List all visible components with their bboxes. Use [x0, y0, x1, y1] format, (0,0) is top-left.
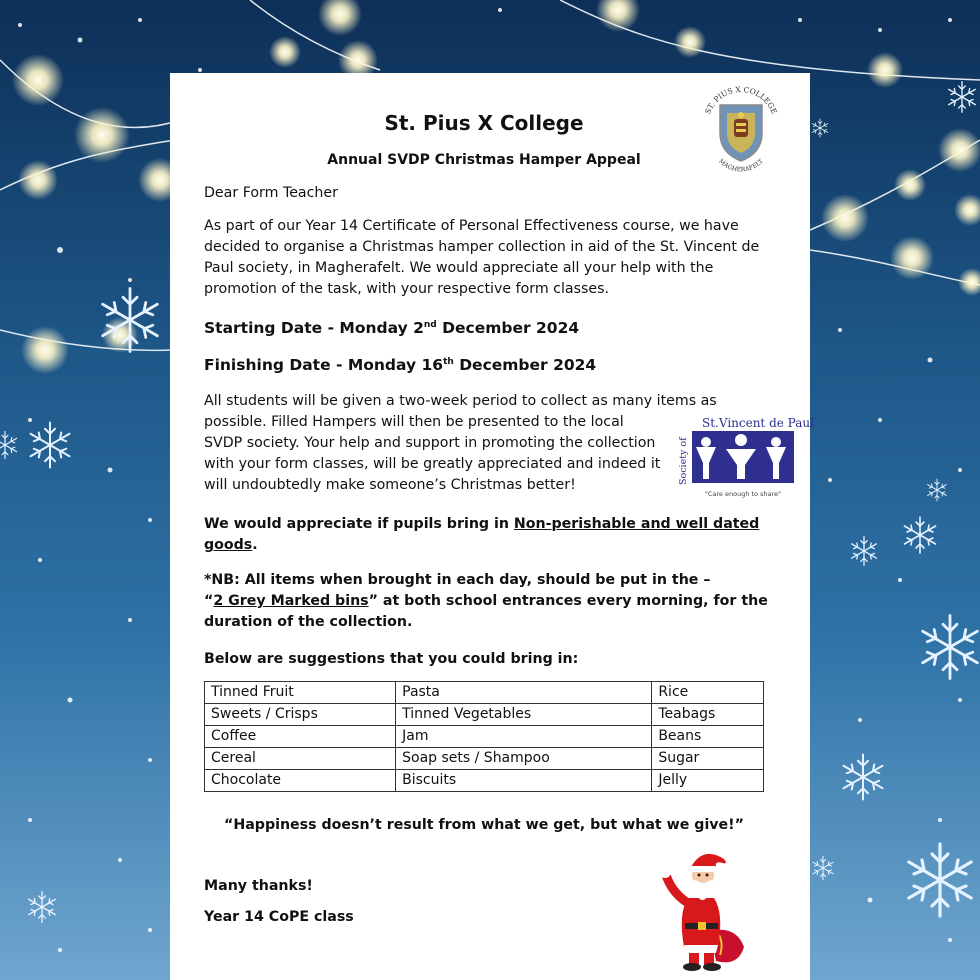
- table-cell: Sweets / Crisps: [205, 704, 396, 726]
- intro-line: Paul society, in Magherafelt. We would appreciate all your help with the: [204, 260, 714, 276]
- table-cell: Tinned Vegetables: [396, 704, 652, 726]
- table-row: [205, 770, 764, 792]
- period-line: with your form classes, will be greatly appreciated and indeed it: [204, 456, 661, 472]
- santa-icon: [658, 843, 750, 973]
- table-cell: Chocolate: [205, 770, 396, 792]
- period-line: SVDP society. Your help and support in promoting the collection: [204, 435, 656, 451]
- intro-paragraph: [204, 216, 759, 300]
- appreciate-note: We would appreciate if pupils bring in Non-perishable and well dated goods.: [204, 516, 760, 553]
- nb-note: *NB: All items when brought in each day, should be put in the – “2 Grey Marked bins” at both school entrances every morning, for the duration of the collection.: [204, 572, 768, 630]
- crest-top-text: ST. PIUS X COLLEGE: [703, 84, 779, 116]
- period-line: will undoubtedly make someone’s Christmas better!: [204, 477, 576, 493]
- table-cell: Pasta: [396, 682, 652, 704]
- table-cell: Teabags: [652, 704, 764, 726]
- suggestions-label: Below are suggestions that you could bring in:: [204, 651, 579, 667]
- svdp-logo: [676, 413, 814, 505]
- table-cell: Beans: [652, 726, 764, 748]
- table-cell: Sugar: [652, 748, 764, 770]
- period-line: possible. Filled Hampers will then be presented to the local: [204, 414, 624, 430]
- table-cell: Soap sets / Shampoo: [396, 748, 652, 770]
- page-title: St. Pius X College: [384, 111, 584, 135]
- table-cell: Tinned Fruit: [205, 682, 396, 704]
- table-cell: Jelly: [652, 770, 764, 792]
- table-cell: Rice: [652, 682, 764, 704]
- svdp-tagline: "Care enough to share": [704, 490, 782, 498]
- intro-line: decided to organise a Christmas hamper collection in aid of the St. Vincent de: [204, 239, 760, 255]
- table-row: [205, 748, 764, 770]
- intro-line: As part of our Year 14 Certificate of Personal Effectiveness course, we have: [204, 218, 739, 234]
- table-cell: Biscuits: [396, 770, 652, 792]
- table-row: [205, 704, 764, 726]
- suggestions-table: [204, 681, 764, 792]
- greeting: Dear Form Teacher: [204, 185, 338, 201]
- table-row: [205, 726, 764, 748]
- crest-bottom-text: MAGHERAFELT: [717, 157, 765, 173]
- svdp-society: Society of: [678, 437, 689, 485]
- period-line: All students will be given a two-week period to collect as many items as: [204, 393, 717, 409]
- table-cell: Jam: [396, 726, 652, 748]
- table-row: [205, 682, 764, 704]
- thanks: Many thanks!: [204, 878, 313, 894]
- svdp-name: St.Vincent de Paul: [702, 416, 814, 430]
- table-cell: Cereal: [205, 748, 396, 770]
- signature: Year 14 CoPE class: [204, 909, 354, 925]
- intro-line: promotion of the task, with your respective form classes.: [204, 281, 610, 297]
- letter-page: [170, 73, 814, 980]
- page-subtitle: Annual SVDP Christmas Hamper Appeal: [327, 152, 641, 168]
- finishing-date: Finishing Date - Monday 16th December 2024: [204, 356, 597, 374]
- quote: “Happiness doesn’t result from what we get, but what we give!”: [224, 817, 744, 833]
- starting-date: Starting Date - Monday 2nd December 2024: [204, 319, 580, 337]
- table-cell: Coffee: [205, 726, 396, 748]
- period-paragraph: [204, 391, 717, 496]
